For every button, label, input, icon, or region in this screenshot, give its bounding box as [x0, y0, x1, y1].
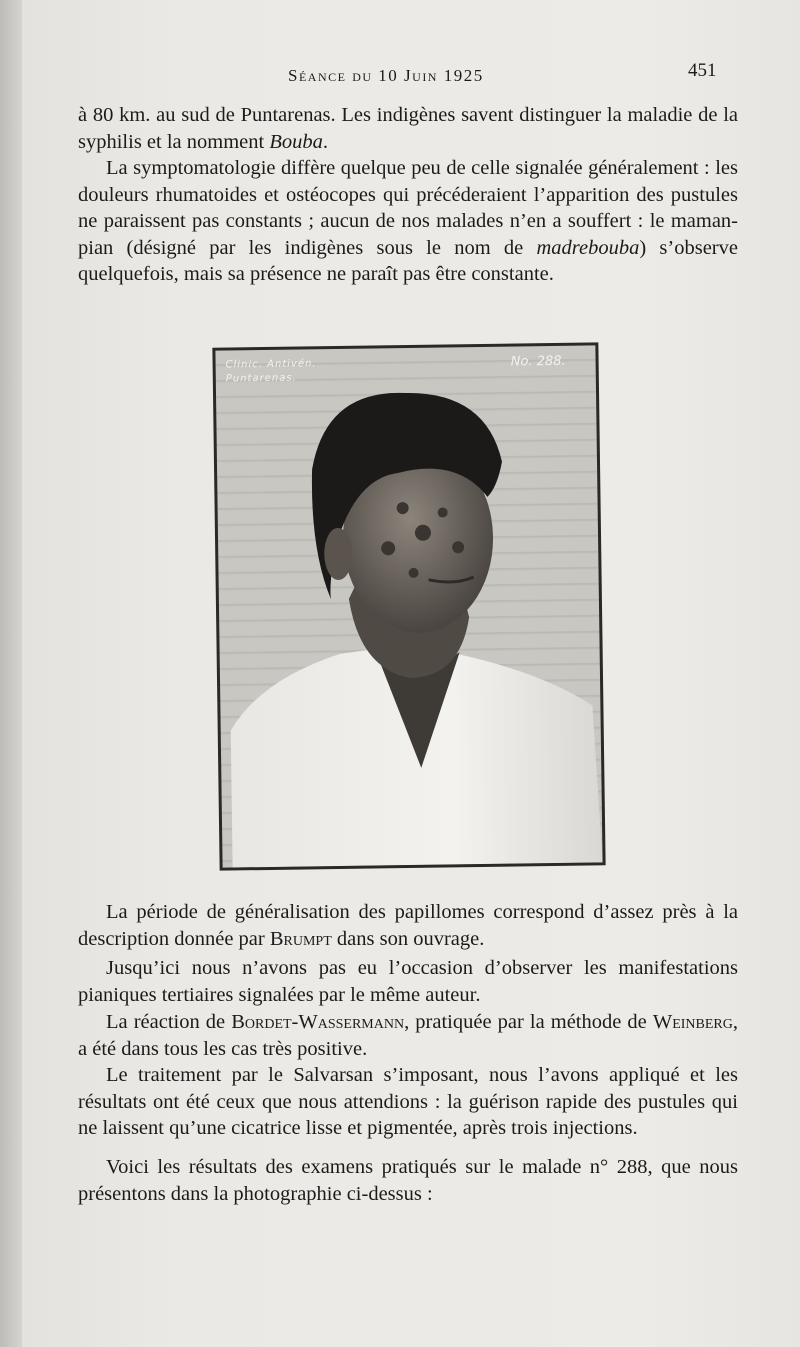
paragraph-7: Voici les résultats des examens pratiqués sur le malade n° 288, que nous présentons dans la photographie ci-dessus :: [78, 1156, 738, 1205]
paragraph-3: [78, 899, 738, 952]
paragraph-2-text-b: ) s’observe quelquefois, mais sa présence ne paraît pas être constante.: [78, 236, 738, 285]
inscription-line-1: Clinic. Antivén.: [225, 358, 317, 371]
paragraph-1-text-a: à 80 km. au sud de Puntarenas. Les indigènes savent distinguer la maladie de la syphilis et la nomment: [78, 104, 738, 153]
paragraph-2-text-a: La symptomatologie diffère quelque peu de celle signalée généralement : les douleurs rhumatoides et ostéocopes qui précéderaient l’apparition des pustules ne paraissent pas constants ; aucun de nos malades n’en a souffert : le maman-pian (désigné par les indigènes sous le nom de: [78, 157, 738, 259]
paragraph-3-text-b: dans son ouvrage.: [331, 927, 485, 950]
inscription-line-2: Puntarenas.: [225, 372, 297, 385]
paragraph-1: [78, 102, 738, 155]
patient-photograph: [212, 342, 605, 870]
paragraph-2-italic: madrebouba: [536, 236, 640, 259]
paragraph-5: [78, 1009, 738, 1062]
paragraph-3-text-a: La période de généralisation des papillomes correspond d’assez près à la description donnée par: [78, 901, 738, 950]
photo-inscription-number: No. 288.: [510, 353, 566, 370]
photo-inscription-left: [226, 357, 317, 386]
author-weinberg: Weinberg: [652, 1011, 733, 1033]
paragraph-2: [78, 155, 738, 288]
paragraph-5-text-c: , a été dans tous les cas très positive.: [78, 1011, 738, 1060]
author-bordet-wassermann: Bordet-Wassermann: [231, 1011, 405, 1033]
photo-image: [215, 345, 602, 867]
paragraph-1-text-b: .: [322, 130, 328, 153]
paragraph-4: Jusqu’ici nous n’avons pas eu l’occasion d’observer les manifestations pianiques tertiaires signalées par le même auteur.: [78, 957, 738, 1006]
page-number: 451: [688, 60, 717, 81]
page-header: [0, 60, 800, 90]
page-edge: [0, 0, 22, 1347]
author-brumpt: Brumpt: [269, 927, 332, 950]
running-title: Séance du 10 Juin 1925: [288, 66, 484, 85]
paragraph-5-text-b: , pratiquée par la méthode de: [404, 1011, 653, 1033]
portrait-figure: [215, 345, 602, 867]
paragraph-1-italic: Bouba: [269, 130, 323, 153]
paragraph-5-text-a: La réaction de: [106, 1011, 232, 1033]
paragraph-6: Le traitement par le Salvarsan s’imposant, nous l’avons appliqué et les résultats ont été ceux que nous attendions : la guérison rapide des pustules qui ne laissent qu’une cicatrice lisse et pigmentée, après trois injections.: [78, 1064, 738, 1139]
